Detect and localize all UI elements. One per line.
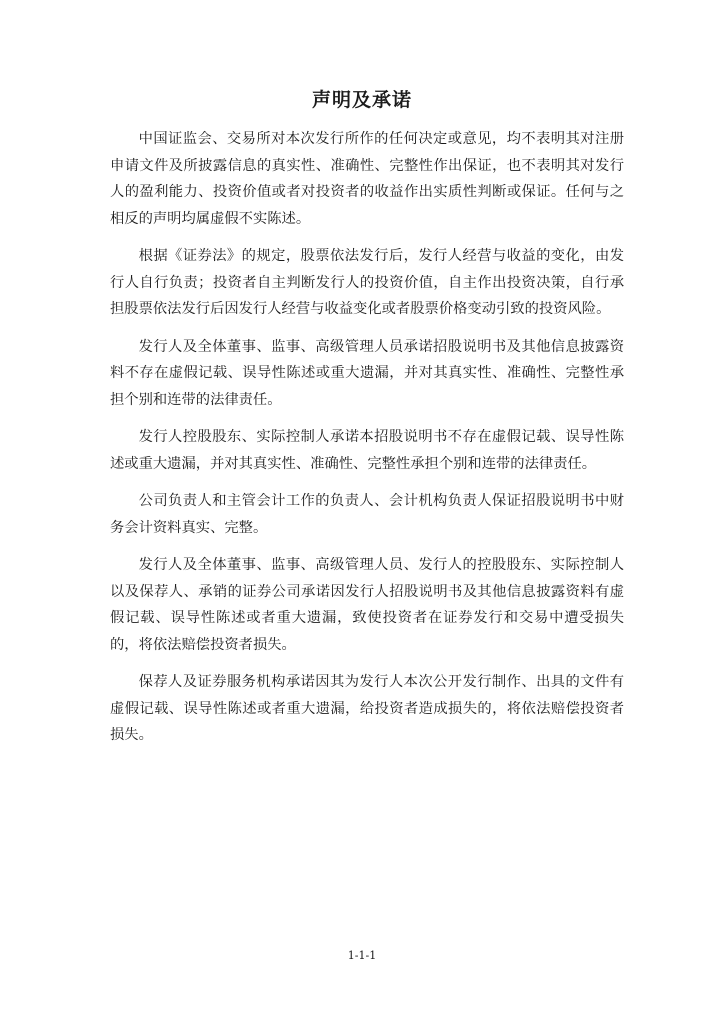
- paragraph-controller-commitment: 发行人控股股东、实际控制人承诺本招股说明书不存在虚假记载、误导性陈述或重大遗漏，并对其真实性、准确性、完整性承担个别和连带的法律责任。: [110, 429, 624, 472]
- paragraph-compensation-commitment: 发行人及全体董事、监事、高级管理人员、发行人的控股股东、实际控制人以及保荐人、承销的证券公司承诺因发行人招股说明书及其他信息披露资料有虚假记载、误导性陈述或者重大遗漏，致使投资者在证券发行和交易中遭受损失的，将依法赔偿投资者损失。: [110, 557, 624, 653]
- paragraph-sponsor-commitment: 保荐人及证券服务机构承诺因其为发行人本次公开发行制作、出具的文件有虚假记载、误导性陈述或者重大遗漏，给投资者造成损失的，将依法赔偿投资者损失。: [110, 674, 624, 743]
- page-number: 1-1-1: [347, 949, 377, 962]
- paragraph-issuer-commitment: 发行人及全体董事、监事、高级管理人员承诺招股说明书及其他信息披露资料不存在虚假记载、误导性陈述或重大遗漏，并对其真实性、准确性、完整性承担个别和连带的法律责任。: [110, 338, 624, 408]
- statement-body: [110, 126, 624, 760]
- paragraph-investment-risk: 根据《证券法》的规定，股票依法发行后，发行人经营与收益的变化，由发行人自行负责；投资者自主判断发行人的投资价值，自主作出投资决策，自行承担股票依法发行后因发行人经营与收益变化或者股票价格变动引致的投资风险。: [110, 248, 624, 317]
- paragraph-regulator-disclaimer: 中国证监会、交易所对本次发行所作的任何决定或意见，均不表明其对注册申请文件及所披露信息的真实性、准确性、完整性作出保证，也不表明其对发行人的盈利能力、投资价值或者对投资者的收益作出实质性判断或保证。任何与之相反的声明均属虚假不实陈述。: [110, 131, 624, 227]
- page-title: 声明及承诺: [311, 89, 412, 111]
- paragraph-accounting-guarantee: 公司负责人和主管会计工作的负责人、会计机构负责人保证招股说明书中财务会计资料真实、完整。: [110, 493, 624, 536]
